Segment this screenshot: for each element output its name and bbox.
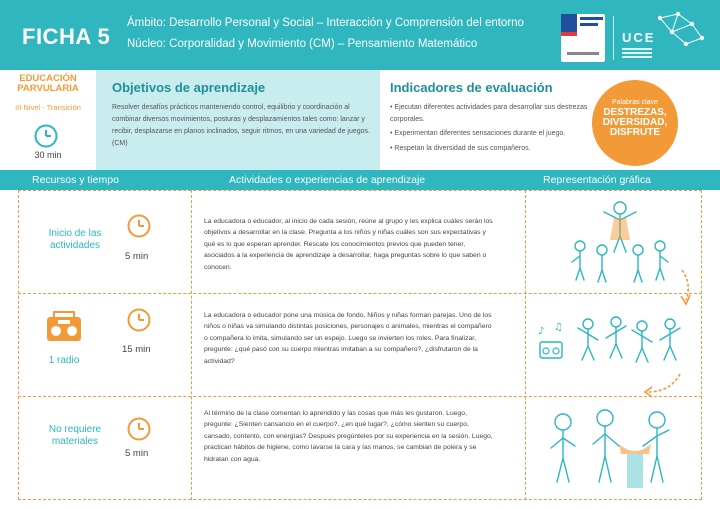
keywords-badge bbox=[592, 80, 678, 166]
uce-logo bbox=[620, 10, 710, 66]
level-label: III Nivel - Transición bbox=[15, 103, 81, 112]
clock-icon bbox=[126, 307, 152, 333]
total-duration: 30 min bbox=[34, 150, 62, 160]
row1-activity: La educadora o educador, al inicio de cada sesión, reúne al grupo y les explica cuáles serán los objetivos a desarrollar en la clase. Pregunta a los niños y niñas cuáles son sus expectativas y qué es lo que esperan aprender. Rescate los conocimientos previos que pueden tener, asociados a la experiencia de aprendizaje a desarrollar, haga preguntas sobre lo que saben o conocen. bbox=[204, 218, 493, 271]
logo-divider bbox=[613, 16, 614, 60]
keywords-label: Palabras clave bbox=[612, 99, 658, 106]
clock-icon bbox=[126, 213, 152, 239]
mineduc-logo bbox=[561, 14, 605, 62]
column-divider bbox=[191, 190, 192, 500]
indicator-item: • Ejecutan diferentes actividades para desarrollar sus destrezas corporales. bbox=[390, 102, 590, 125]
keywords-list: DESTREZAS, DIVERSIDAD, DISFRUTE bbox=[602, 107, 668, 138]
row1-resource: Inicio de las actividades bbox=[48, 228, 102, 251]
objectives-text: Resolver desafíos prácticos manteniendo control, equilibrio y coordinación al combinar diversos movimientos, posturas y desplazamientos tales como: lanzar y recibir, desplazarse en planos inclinados, seguir ritmos, en una variedad de juegos. (CM) bbox=[112, 104, 370, 147]
row3-activity: Al término de la clase comentan lo aprendido y las cosas que más les gustaron. Luego, pregunte: ¿Sienten cansancio en el cuerpo?, ¿en qué lugar?, ¿cómo sienten su cuerpo, cansado, contento, con energías? Después pregúnteles por su experiencia en la sesión. Luego, practican hábitos de higiene, como lavarse la cara y las manos, se cambian de polera y se hidratan con agua. bbox=[204, 410, 493, 463]
radio-icon bbox=[44, 307, 84, 347]
flow-arrow-icon bbox=[640, 370, 684, 400]
col-activities: Actividades o experiencias de aprendizaje bbox=[229, 174, 426, 186]
indicators-title: Indicadores de evaluación bbox=[390, 80, 553, 95]
group-children-illustration bbox=[560, 196, 680, 286]
row-divider bbox=[18, 293, 702, 294]
row-divider bbox=[18, 396, 702, 397]
edu-title: EDUCACIÓN PARVULARIA bbox=[17, 73, 79, 94]
svg-text:♫: ♫ bbox=[554, 322, 563, 333]
col-graphic: Representación gráfica bbox=[543, 174, 651, 186]
row3-minutes: 5 min bbox=[125, 448, 149, 459]
row1-minutes: 5 min bbox=[125, 251, 149, 262]
clock-icon bbox=[126, 416, 152, 442]
col-resources: Recursos y tiempo bbox=[32, 174, 119, 186]
ficha-title: FICHA 5 bbox=[22, 24, 111, 49]
ambito-line: Ámbito: Desarrollo Personal y Social – Interacción y Comprensión del entorno bbox=[127, 17, 524, 29]
row2-activity: La educadora o educador pone una música de fondo. Niños y niñas forman parejas. Uno de los niños o niñas va simulando distintas posiciones, personajes o animales, mientras el compañero o compañera lo imita, simulando ser un espejo. Luego se invierten los roles. Para finalizar, pregunte: ¿qué pasó con su cuerpo mientras imitaban a su compañero?, ¿disfrutaron de la actividad? bbox=[204, 312, 492, 365]
flow-arrow-icon bbox=[676, 268, 696, 308]
clock-icon bbox=[33, 123, 59, 149]
nucleo-line: Núcleo: Corporalidad y Movimiento (CM) – Pensamiento Matemático bbox=[127, 38, 478, 50]
svg-text:♪: ♪ bbox=[538, 326, 545, 337]
indicator-item: • Experimentan diferentes sensaciones durante el juego. bbox=[390, 128, 590, 140]
row2-minutes: 15 min bbox=[122, 344, 151, 355]
uce-logo-text: UCE bbox=[622, 30, 656, 45]
column-divider bbox=[525, 190, 526, 500]
objectives-panel bbox=[96, 70, 380, 170]
dancing-children-illustration bbox=[534, 306, 694, 380]
row2-resource: 1 radio bbox=[48, 355, 80, 366]
table-header bbox=[0, 170, 720, 190]
objectives-title: Objetivos de aprendizaje bbox=[112, 80, 266, 95]
row3-resource: No requiere materiales bbox=[48, 424, 102, 447]
level-panel bbox=[0, 70, 96, 170]
indicators-list bbox=[390, 102, 590, 157]
washing-hands-illustration bbox=[545, 400, 695, 495]
header-bar bbox=[0, 0, 720, 70]
indicator-item: • Respetan la diversidad de sus compañeros. bbox=[390, 143, 590, 155]
